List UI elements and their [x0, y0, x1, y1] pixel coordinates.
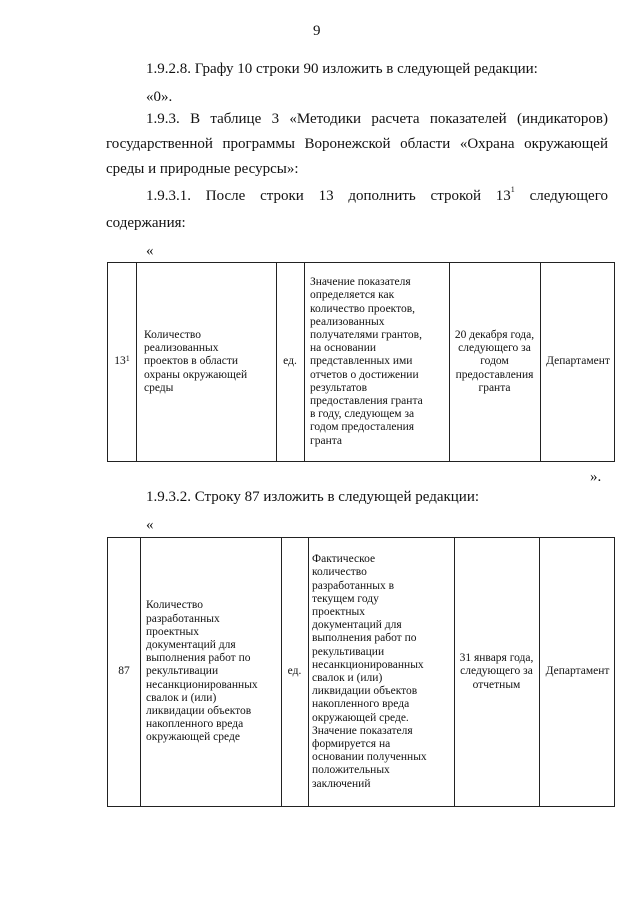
cell-row-number: $13^1$	[114, 354, 130, 368]
word: (индикаторов)	[516, 111, 608, 127]
cell-indicator-name: Количество разработанных проектных документаций для выполнения работ по рекультивации несанкционированных свалок и (или) ликвидации объектов накопленного вреда окружающей среде	[146, 599, 258, 744]
superscript: 1	[510, 185, 515, 194]
word: 3	[271, 111, 280, 127]
paragraph-value-zero: «0».	[146, 89, 173, 105]
word: 13	[318, 188, 334, 204]
paragraph-1-9-2-8: 1.9.2.8. Графу 10 строки 90 изложить в следующей редакции:	[146, 61, 538, 77]
paragraph-1-9-3-1-line2: содержания:	[106, 215, 186, 231]
cell-calculation-method: Фактическое количество разработанных в текущем году проектных документаций для выполнения работ по рекультивации несанкционированных свалок и (или) ликвидации объектов накопленного вреда окружающей среде. Значение показателя формируется на основании полученных положительных заключений	[312, 553, 427, 790]
quote-open-1: «	[146, 243, 154, 259]
cell-unit: ед.	[287, 665, 302, 678]
word-with-superscript: $13^1$	[495, 185, 515, 204]
quote-close-1: ».	[590, 469, 602, 485]
paragraph-1-9-3-line2: государственной программы Воронежской области «Охрана окружающей	[106, 136, 608, 152]
cell-deadline: 31 января года, следующего за отчетным	[459, 652, 534, 691]
word: строкой	[430, 188, 481, 204]
cell-department: Департамент	[546, 355, 610, 368]
cell-unit: ед.	[283, 355, 297, 368]
word: следующего	[529, 188, 608, 204]
word: После	[205, 188, 246, 204]
word: В	[190, 111, 201, 127]
paragraph-1-9-3-line3: среды и природные ресурсы»:	[106, 161, 299, 177]
paragraph-1-9-3-line1	[146, 111, 608, 128]
word: дополнить	[348, 188, 416, 204]
table-row-87	[107, 537, 615, 807]
cell-deadline: 20 декабря года, следующего за годом предоставления гранта	[454, 328, 535, 394]
page-number: 9	[313, 23, 321, 39]
word: показателей	[429, 111, 507, 127]
word: таблице	[210, 111, 262, 127]
cell-calculation-method: Значение показателя определяется как количество проектов, реализованных получателями грантов, на основании представленных ими отчетов о достижении результатов предоставления гранта в году, следующем за годом предосталения гранта	[310, 276, 423, 447]
word: 1.9.3.	[146, 111, 180, 127]
paragraph-1-9-3-2: 1.9.3.2. Строку 87 изложить в следующей редакции:	[146, 489, 480, 505]
word: расчета	[371, 111, 420, 127]
quote-open-2: «	[146, 517, 154, 533]
word: строки	[260, 188, 304, 204]
cell-department: Департамент	[545, 665, 610, 678]
paragraph-1-9-3-1-line1	[146, 185, 608, 205]
word: «Методики	[289, 111, 362, 127]
cell-indicator-name: Количество реализованных проектов в области охраны окружающей среды	[144, 328, 248, 394]
word: 1.9.3.1.	[146, 188, 191, 204]
cell-row-number: 87	[118, 665, 130, 678]
table-row-13-1	[107, 262, 615, 462]
superscript: 1	[125, 354, 130, 364]
